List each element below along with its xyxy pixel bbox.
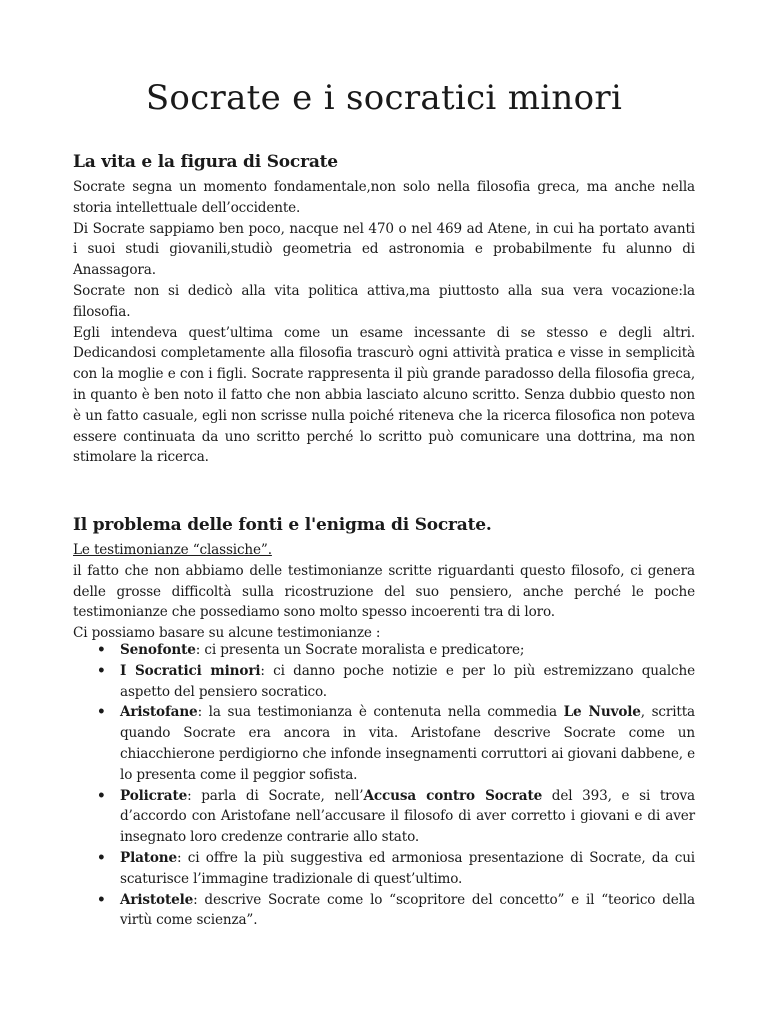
paragraph: Socrate non si dedicò alla vita politica attiva,ma piuttosto alla sua vera vocazione:la filosofia. — [73, 282, 695, 320]
item-name: Senofonte — [120, 642, 196, 658]
paragraph-lead: Ci possiamo basare su alcune testimonianze : — [73, 625, 381, 642]
list-item-aristotele — [73, 890, 695, 932]
list-item-policrate — [73, 786, 695, 848]
paragraph: Di Socrate sappiamo ben poco, nacque nel 470 o nel 469 ad Atene, in cui ha portato avanti i suoi studi giovanili,studiò geometria ed astronomia e probabilmente fu alunno di Anassagora. — [73, 220, 695, 279]
item-name: Aristofane — [120, 704, 198, 721]
item-text-continued: del 393, e si trova d’accordo con Aristofane nell’accusare il filosofo di aver corretto i giovani e di aver insegnato loro credenze contrarie allo stato. — [120, 787, 696, 846]
item-text-continued: , scritta quando Socrate era ancora in vita. Aristofane descrive Socrate come un chiacchierone perdigiorno che infonde insegnamenti corruttori ai giovani dabbene, e lo presenta come il peggior sofista. — [120, 704, 695, 783]
item-name: Aristotele — [120, 891, 194, 908]
bullet-icon: • — [97, 704, 106, 721]
section-vita-body — [73, 177, 695, 468]
item-name: Platone — [120, 849, 178, 866]
item-text: : parla di Socrate, nell’ — [187, 787, 364, 804]
bullet-icon: • — [97, 849, 106, 866]
item-text: : la sua testimonianza è contenuta nella commedia — [197, 704, 564, 721]
item-text: : descrive Socrate come lo “scopritore del concetto” e il “teorico della virtù come scienza”. — [120, 891, 695, 929]
list-item-aristofane — [73, 702, 695, 785]
bullet-icon: • — [97, 891, 106, 908]
item-text: : ci presenta un Socrate moralista e predicatore; — [195, 642, 525, 658]
item-name: I Socratici minori — [120, 662, 261, 679]
paragraph: il fatto che non abbiamo delle testimonianze scritte riguardanti questo filosofo, ci genera delle grosse difficoltà sulla ricostruzione del suo pensiero, anche perché le poche testimonianze che possediamo sono molto spesso incoerenti tra di loro. — [73, 562, 695, 621]
bullet-icon: • — [97, 642, 106, 658]
paragraph: Socrate segna un momento fondamentale,non solo nella filosofia greca, ma anche nella storia intellettuale dell’occidente. — [73, 179, 695, 216]
list-item-platone — [73, 848, 695, 890]
bullet-icon: • — [97, 787, 106, 804]
item-name: Policrate — [120, 787, 188, 804]
section-heading-vita: La vita e la figura di Socrate — [73, 152, 338, 172]
item-work-title: Accusa contro Socrate — [363, 787, 543, 804]
item-work-title: Le Nuvole — [563, 704, 641, 721]
list-item-senofonte — [73, 640, 695, 661]
bullet-icon: • — [97, 662, 106, 679]
item-text: : ci offre la più suggestiva ed armoniosa presentazione di Socrate, da cui scaturisce l’immagine tradizionale di quest’ultimo. — [120, 849, 695, 887]
item-text: : ci danno poche notizie e per lo più estremizzano qualche aspetto del pensiero socratico. — [120, 662, 696, 700]
paragraph: Egli intendeva quest’ultima come un esame incessante di se stesso e degli altri. Dedicandosi completamente alla filosofia trascurò ogni attività pratica e visse in semplicità con la moglie e con i figli. Socrate rappresenta il più grande paradosso della filosofia greca, in quanto è ben noto il fatto che non abbia lasciato alcuno scritto. Senza dubbio questo non è un fatto casuale, egli non scrisse nulla poiché riteneva che la ricerca filosofica non poteva essere continuata da uno scritto perché lo scritto può comunicare una dottrina, ma non stimolare la ricerca. — [73, 324, 695, 466]
page-title: Socrate e i socratici minori — [145, 78, 623, 118]
section-heading-fonti: Il problema delle fonti e l'enigma di Socrate. — [73, 515, 492, 535]
testimonianze-list — [73, 640, 695, 931]
section-fonti-body — [73, 540, 695, 644]
list-item-socratici-minori — [73, 661, 695, 703]
subheading-testimonianze: Le testimonianze “classiche”. — [73, 542, 272, 558]
